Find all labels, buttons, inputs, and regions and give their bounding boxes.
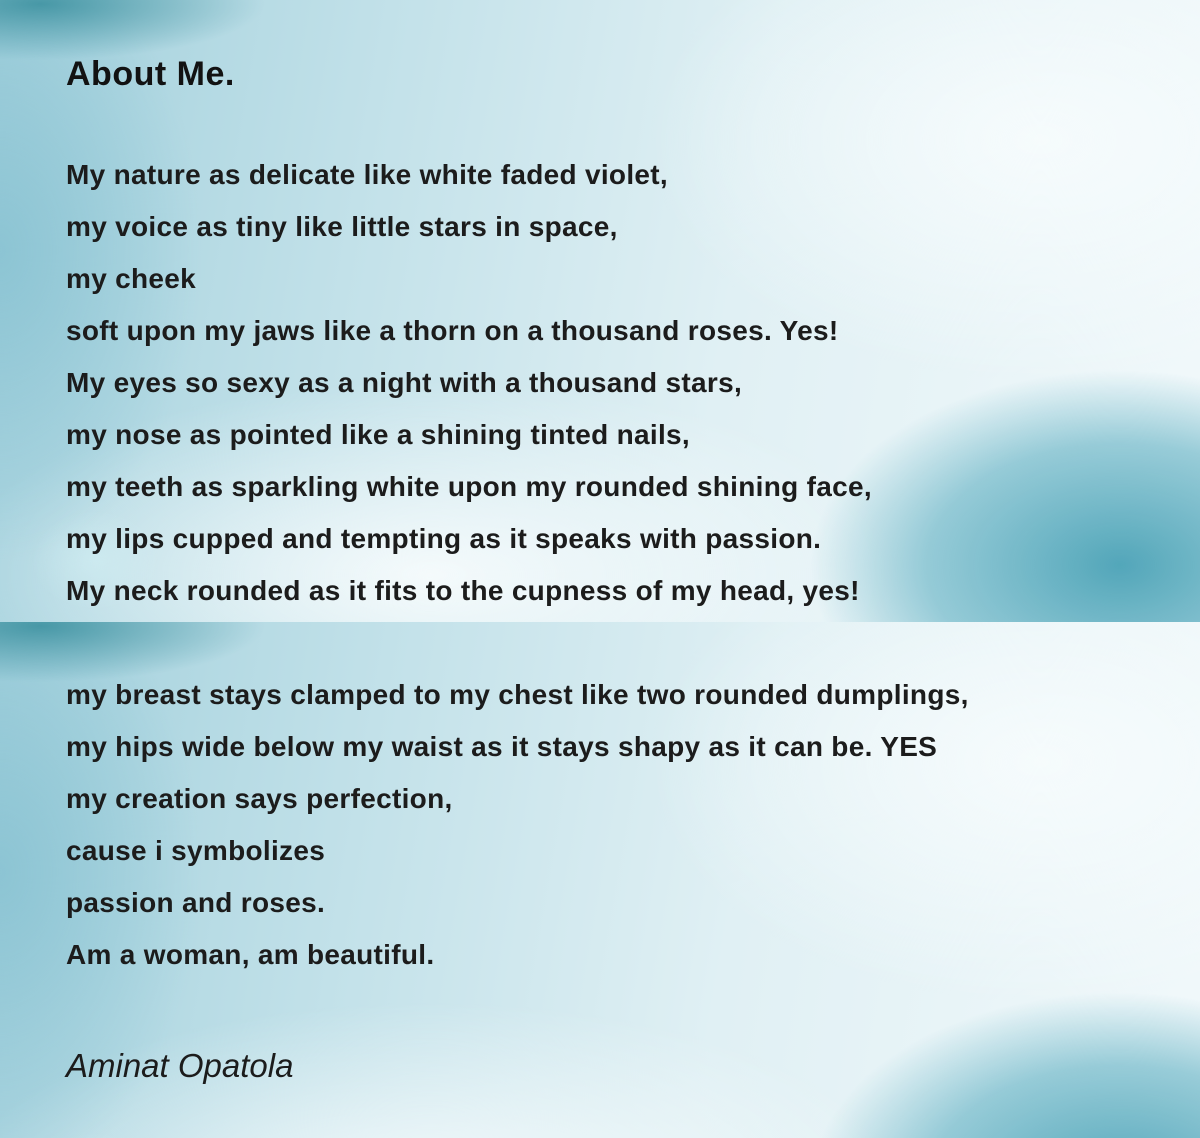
poem-line: cause i symbolizes [66,835,326,866]
poem-line: Am a woman, am beautiful. [66,939,435,970]
poem-title: About Me. [66,55,235,93]
poem-content [66,0,1166,1092]
poem-stanza-1 [66,149,1166,617]
poem-line: my voice as tiny like little stars in space, [66,211,618,242]
poem-line: my cheek [66,263,197,294]
poem-line: My nature as delicate like white faded violet, [66,159,668,190]
poem-line: my hips wide below my waist as it stays shapy as it can be. YES [66,731,938,762]
poem-line: My neck rounded as it fits to the cupness of my head, yes! [66,575,860,606]
poem-line: My eyes so sexy as a night with a thousand stars, [66,367,743,398]
poem-author-signature: Aminat Opatola [66,1047,294,1084]
poem-line: soft upon my jaws like a thorn on a thousand roses. Yes! [66,315,839,346]
poem-line: my breast stays clamped to my chest like two rounded dumplings, [66,679,969,710]
poem-line: passion and roses. [66,887,326,918]
poem-line: my nose as pointed like a shining tinted nails, [66,419,691,450]
poem-line: my creation says perfection, [66,783,453,814]
poem-stanza-2 [66,669,1166,981]
poem-line: my teeth as sparkling white upon my rounded shining face, [66,471,872,502]
poem-line: my lips cupped and tempting as it speaks with passion. [66,523,822,554]
